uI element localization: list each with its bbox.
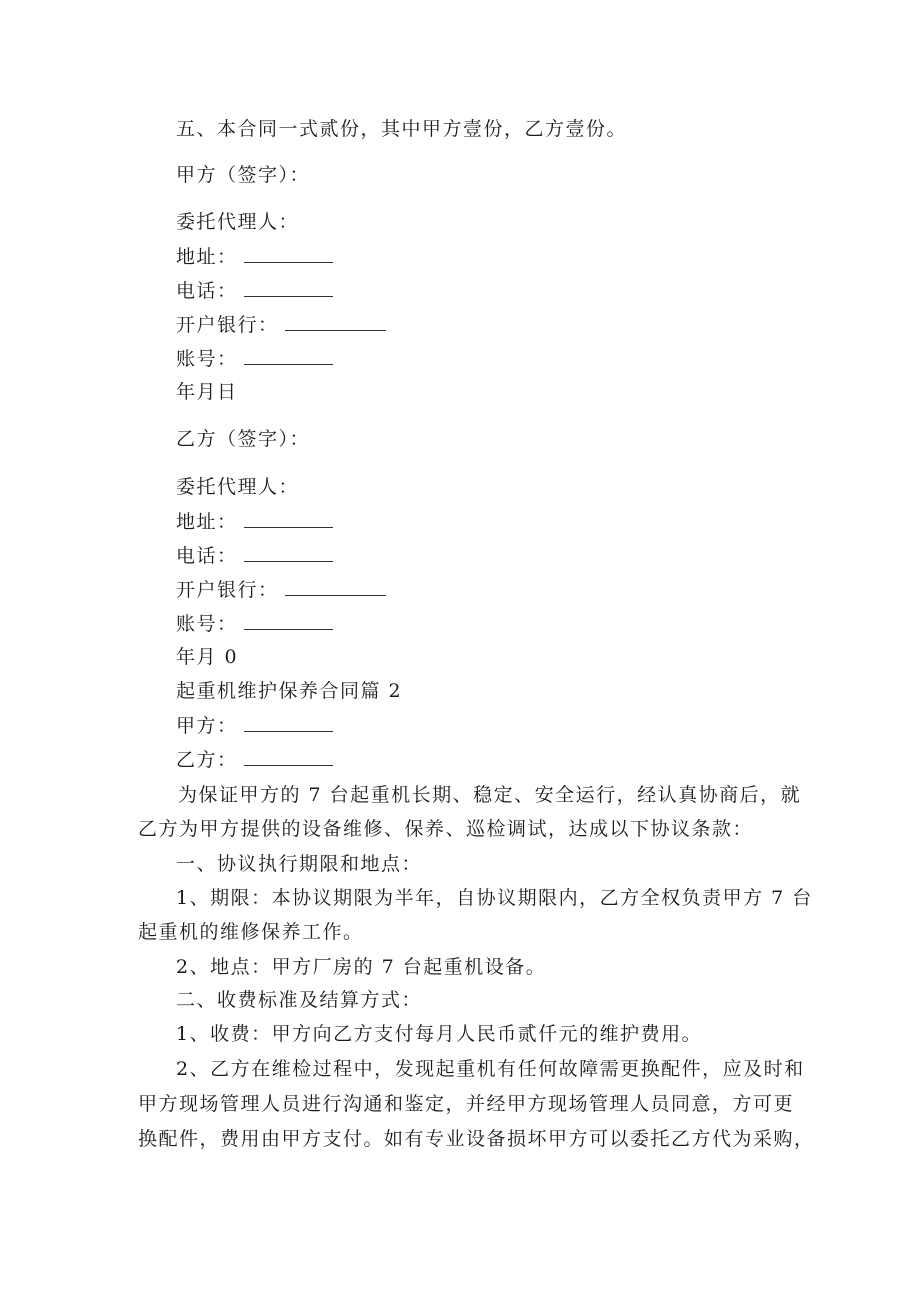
party-b-bank-row — [176, 577, 386, 602]
party-b-phone-label: 电话： — [176, 545, 238, 567]
item-2-1: 1、收费：甲方向乙方支付每月人民币贰仟元的维护费用。 — [176, 1023, 703, 1045]
party-b-account-label: 账号： — [176, 613, 238, 635]
party-a-bank-label: 开户银行： — [176, 314, 279, 336]
contract2-party-a-label: 甲方： — [176, 715, 238, 737]
intro-line-1: 为保证甲方的 7 台起重机长期、稳定、安全运行，经认真协商后，就 — [178, 784, 802, 806]
party-a-account-label: 账号： — [176, 348, 238, 370]
party-a-bank-row — [176, 312, 386, 337]
party-a-account-blank — [244, 346, 333, 365]
party-b-account-blank — [244, 611, 333, 630]
contract2-party-a-blank — [244, 713, 333, 732]
party-b-date: 年月 0 — [176, 646, 239, 668]
party-a-sign-label: 甲方（签字）： — [176, 164, 311, 186]
item-1-1-line-1: 1、期限：本协议期限为半年，自协议期限内，乙方全权负责甲方 7 台 — [176, 887, 813, 909]
contract2-title: 起重机维护保养合同篇 2 — [176, 680, 403, 702]
item-2-2-line-2: 甲方现场管理人员进行沟通和鉴定，并经甲方现场管理人员同意，方可更 — [138, 1093, 795, 1115]
item-1-1-line-2: 起重机的维修保养工作。 — [138, 921, 364, 943]
item-1-2: 2、地点：甲方厂房的 7 台起重机设备。 — [176, 956, 547, 978]
contract2-party-b-row — [176, 747, 333, 772]
party-a-bank-blank — [285, 312, 386, 331]
party-b-phone-row — [176, 543, 333, 568]
party-b-agent-label: 委托代理人： — [176, 476, 300, 498]
party-b-address-label: 地址： — [176, 511, 238, 533]
section-2-title: 二、收费标准及结算方式： — [176, 989, 423, 1011]
party-a-address-row — [176, 244, 333, 269]
party-b-address-blank — [244, 509, 333, 528]
party-a-address-blank — [244, 244, 333, 263]
contract2-party-b-label: 乙方： — [176, 749, 238, 771]
party-b-bank-blank — [285, 577, 386, 596]
party-a-phone-blank — [244, 278, 333, 297]
party-a-account-row — [176, 346, 333, 371]
party-a-agent-label: 委托代理人： — [176, 211, 300, 233]
party-b-address-row — [176, 509, 333, 534]
intro-line-2: 乙方为甲方提供的设备维修、保养、巡检调试，达成以下协议条款： — [138, 818, 754, 840]
contract2-party-a-row — [176, 713, 333, 738]
item-2-2-line-1: 2、乙方在维检过程中，发现起重机有任何故障需更换配件，应及时和 — [176, 1058, 805, 1080]
party-b-account-row — [176, 611, 333, 636]
party-a-address-label: 地址： — [176, 246, 238, 268]
clause-5: 五、本合同一式贰份，其中甲方壹份，乙方壹份。 — [176, 118, 628, 140]
party-a-date: 年月日 — [176, 381, 238, 403]
contract2-party-b-blank — [244, 747, 333, 766]
party-a-phone-label: 电话： — [176, 280, 238, 302]
item-2-2-line-3: 换配件，费用由甲方支付。如有专业设备损坏甲方可以委托乙方代为采购， — [138, 1128, 815, 1150]
section-1-title: 一、协议执行期限和地点： — [176, 853, 423, 875]
party-b-sign-label: 乙方（签字）： — [176, 428, 311, 450]
party-b-bank-label: 开户银行： — [176, 579, 279, 601]
party-a-phone-row — [176, 278, 333, 303]
party-b-phone-blank — [244, 543, 333, 562]
